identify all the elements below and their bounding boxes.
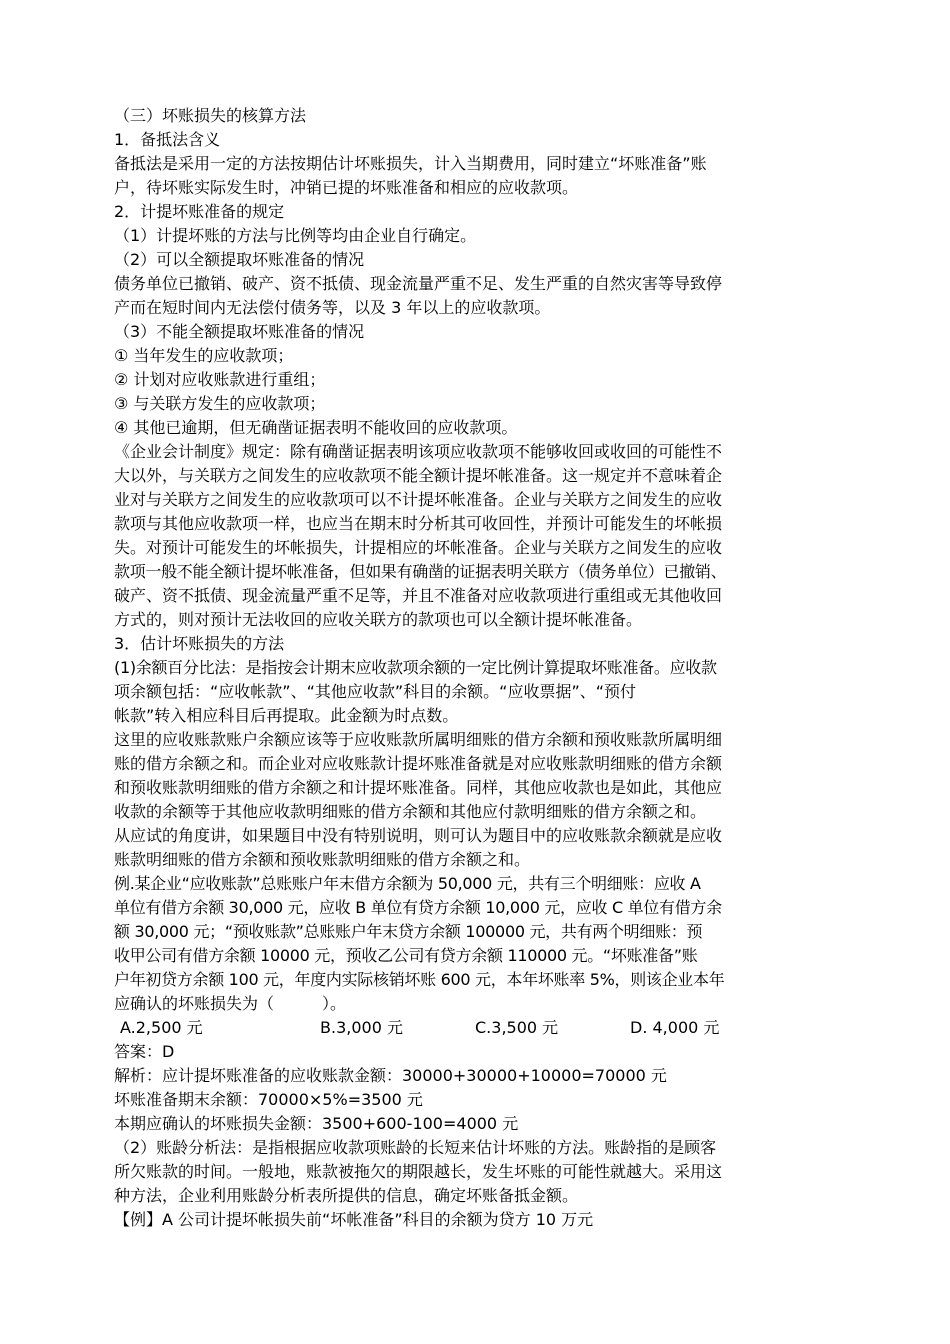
paragraph-line: 《企业会计制度》规定：除有确凿证据表明该项应收款项不能够收回或收回的可能性不 [114, 442, 723, 461]
paragraph-line: 款项一般不能全额计提坏帐准备，但如果有确凿的证据表明关联方（债务单位）已撤销、 [114, 562, 727, 581]
paragraph-line: 破产、资不抵债、现金流量严重不足等，并且不准备对应收款项进行重组或无其他收回 [114, 586, 723, 605]
paragraph-line: （2）账龄分析法：是指根据应收款项账龄的长短来估计坏账的方法。账龄指的是顾客 [114, 1138, 717, 1157]
option-d: D. 4,000 元 [630, 1018, 720, 1037]
paragraph-line: 和预收账款明细账的借方余额之和计提坏账准备。同样，其他应收款也是如此，其他应 [114, 778, 723, 797]
document-page [114, 104, 854, 1232]
example-line: 【例】A 公司计提坏帐损失前“坏帐准备”科目的余额为贷方 10 万元 [114, 1210, 594, 1229]
subheading: 3．估计坏账损失的方法 [114, 634, 285, 653]
paragraph-line: 债务单位已撤销、破产、资不抵债、现金流量严重不足、发生严重的自然灾害等导致停 [114, 274, 723, 293]
subheading: 1．备抵法含义 [114, 130, 221, 149]
example-line: 额 30,000 元；“预收账款”总账账户年末贷方余额 100000 元，共有两个明细账：预 [114, 922, 703, 941]
option-a: A.2,500 元 [120, 1018, 203, 1037]
paragraph-line: 帐款”转入相应科目后再提取。此金额为时点数。 [114, 706, 459, 725]
paragraph-line: 业对与关联方之间发生的应收款项可以不计提坏帐准备。企业与关联方之间发生的应收 [114, 490, 723, 509]
paragraph-line: （1）计提坏账的方法与比例等均由企业自行确定。 [114, 226, 477, 245]
list-item: ② 计划对应收账款进行重组； [114, 370, 326, 389]
list-item: ④ 其他已逾期，但无确凿证据表明不能收回的应收款项。 [114, 418, 518, 437]
example-line: 收甲公司有借方余额 10000 元，预收乙公司有贷方余额 110000 元。“坏账准备”账 [114, 946, 698, 965]
subheading: 2．计提坏账准备的规定 [114, 202, 285, 221]
paragraph-line: (1)余额百分比法：是指按会计期末应收款项余额的一定比例计算提取坏账准备。应收款 [114, 658, 717, 677]
paragraph-line: 项余额包括：“应收帐款”、“其他应收款”科目的余额。“应收票据”、“预付 [114, 682, 637, 701]
analysis-line: 坏账准备期末余额：70000×5%=3500 元 [114, 1090, 423, 1109]
example-line: 应确认的坏账损失为（ ）。 [114, 994, 347, 1013]
paragraph-line: 收款的余额等于其他应收款明细账的借方余额和其他应付款明细账的借方余额之和。 [114, 802, 707, 821]
example-line: 户年初贷方余额 100 元，年度内实际核销坏账 600 元，本年坏账率 5%，则该企业本年 [114, 970, 725, 989]
paragraph-line: 方式的，则对预计无法收回的应收关联方的款项也可以全额计提坏帐准备。 [114, 610, 643, 629]
option-b: B.3,000 元 [320, 1018, 403, 1037]
answer-options [114, 1016, 854, 1040]
paragraph-line: 种方法，企业利用账龄分析表所提供的信息，确定坏账备抵金额。 [114, 1186, 579, 1205]
paragraph-line: 所欠账款的时间。一般地，账款被拖欠的期限越长，发生坏账的可能性就越大。采用这 [114, 1162, 723, 1181]
paragraph-line: 从应试的角度讲，如果题目中没有特别说明，则可认为题目中的应收账款余额就是应收 [114, 826, 723, 845]
paragraph-line: 户，待坏账实际发生时，冲销已提的坏账准备和相应的应收款项。 [114, 178, 579, 197]
paragraph-line: （2）可以全额提取坏账准备的情况 [114, 250, 365, 269]
paragraph-line: 大以外，与关联方之间发生的应收款项不能全额计提坏帐准备。这一规定并不意味着企 [114, 466, 723, 485]
analysis-line: 解析：应计提坏账准备的应收账款金额：30000+30000+10000=70000 元 [114, 1066, 667, 1085]
paragraph-line: 账的借方余额之和。而企业对应收账款计提坏账准备就是对应收账款明细账的借方余额 [114, 754, 723, 773]
paragraph-line: （3）不能全额提取坏账准备的情况 [114, 322, 365, 341]
answer-line: 答案：D [114, 1042, 175, 1061]
analysis-line: 本期应确认的坏账损失金额：3500+600-100=4000 元 [114, 1114, 519, 1133]
paragraph-line: 产而在短时间内无法偿付债务等，以及 3 年以上的应收款项。 [114, 298, 551, 317]
list-item: ③ 与关联方发生的应收款项； [114, 394, 326, 413]
paragraph-line: 账款明细账的借方余额和预收账款明细账的借方余额之和。 [114, 850, 531, 869]
paragraph-line: 款项与其他应收款项一样，也应当在期末时分析其可收回性，并预计可能发生的坏帐损 [114, 514, 723, 533]
example-line: 例.某企业“应收账款”总账账户年末借方余额为 50,000 元，共有三个明细账：应收 A [114, 874, 701, 893]
paragraph-line: 备抵法是采用一定的方法按期估计坏账损失，计入当期费用，同时建立“坏账准备”账 [114, 154, 707, 173]
option-c: C.3,500 元 [475, 1018, 559, 1037]
paragraph-line: 失。对预计可能发生的坏帐损失，计提相应的坏帐准备。企业与关联方之间发生的应收 [114, 538, 723, 557]
list-item: ① 当年发生的应收款项； [114, 346, 294, 365]
paragraph-line: 这里的应收账款账户余额应该等于应收账款所属明细账的借方余额和预收账款所属明细 [114, 730, 723, 749]
example-line: 单位有借方余额 30,000 元，应收 B 单位有贷方余额 10,000 元，应收 C 单位有借方余 [114, 898, 722, 917]
section-heading: （三）坏账损失的核算方法 [114, 106, 307, 125]
